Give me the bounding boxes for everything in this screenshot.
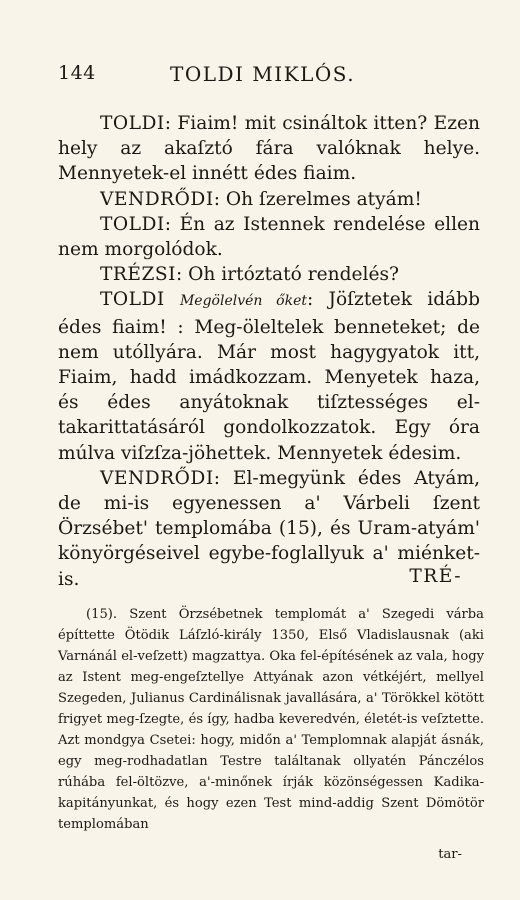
- footnote-paragraph: [58, 604, 484, 835]
- speech-text: : Jöſztetek idább édes fiaim! : Meg-öleltelek benneteket; de nem utóllyára. Már most hagygyatok itt, Fiaim, hadd imádkozzam. Menyetek haza, és édes anyátoknak tiſztességes el-takarittatásáról gondolkozzatok. Egy óra múlva viſzſza-jöhettek. Mennyetek édesim.: [58, 289, 480, 464]
- speech-text: : El-megyünk édes Atyám, de mi-is egyenessen a' Várbeli ſzent Örzsébet' templomába (15), és Uram-atyám' könyörgéseivel egybe-foglallyuk a' miénket-is.: [58, 467, 480, 590]
- speech-text: : Én az Istennek rendelése ellen nem morgolódok.: [58, 213, 480, 261]
- footnote-marker: (15).: [86, 607, 118, 622]
- footnote-catchword: tar-: [438, 847, 462, 862]
- speaker-name: VENDRŐDI: [100, 188, 214, 210]
- page-number: 144: [58, 62, 96, 84]
- speech-text: : Oh irtóztató rendelés?: [175, 264, 399, 286]
- speaker-name: TRÉZSI: [100, 264, 176, 286]
- catchword: TRÉ-: [409, 566, 462, 587]
- page-header: [58, 62, 478, 92]
- dialogue-paragraph: [58, 187, 480, 212]
- footnote-text: Szent Örzsébetnek templomát a' Szegedi várba építtette Ötödik Láſzló-király 1350, Első Vladislausnak (aki Varnánál el-veſzett) magzattya. Oka fel-építésének az vala, hogy az Istent meg-engeſztellye Attyának azon vétkéjért, mellyel Szegeden, Julianus Cardinálisnak javallására, a' Törökkel kötött frigyet meg-ſzegte, és így, hadba keveredvén, életét-is veſztette. Azt mondgya Csetei: hogy, midőn a' Templomnak alapját ásnák, egy meg-rodhadatlan Testre találtanak ollyatén Pánczélos rúhába fel-öltözve, a'-minőnek írják közönségessen Kadika-kapitányunkat, és hogy ezen Test mind-addig Szent Dömötör templomában: [58, 607, 484, 832]
- dialogue-paragraph: [58, 111, 480, 187]
- speech-text: : Fiaim! mit csináltok itten? Ezen hely az akaſztó fára valóknak helye. Mennyetek-el innétt édes fiaim.: [58, 113, 480, 185]
- running-title: TOLDI MIKLÓS.: [170, 62, 356, 86]
- stage-direction: Megölelvén őket: [179, 293, 308, 310]
- speaker-name: TOLDI: [100, 289, 165, 311]
- dialogue-body: [58, 111, 480, 592]
- dialogue-paragraph: [58, 262, 480, 287]
- speaker-name: VENDRŐDI: [100, 467, 214, 489]
- speaker-name: TOLDI: [100, 213, 165, 235]
- dialogue-paragraph: [58, 212, 480, 262]
- speech-text: : Oh ſzerelmes atyám!: [213, 188, 422, 210]
- dialogue-paragraph: [58, 287, 480, 465]
- footnote: [58, 604, 484, 835]
- speaker-name: TOLDI: [100, 113, 165, 134]
